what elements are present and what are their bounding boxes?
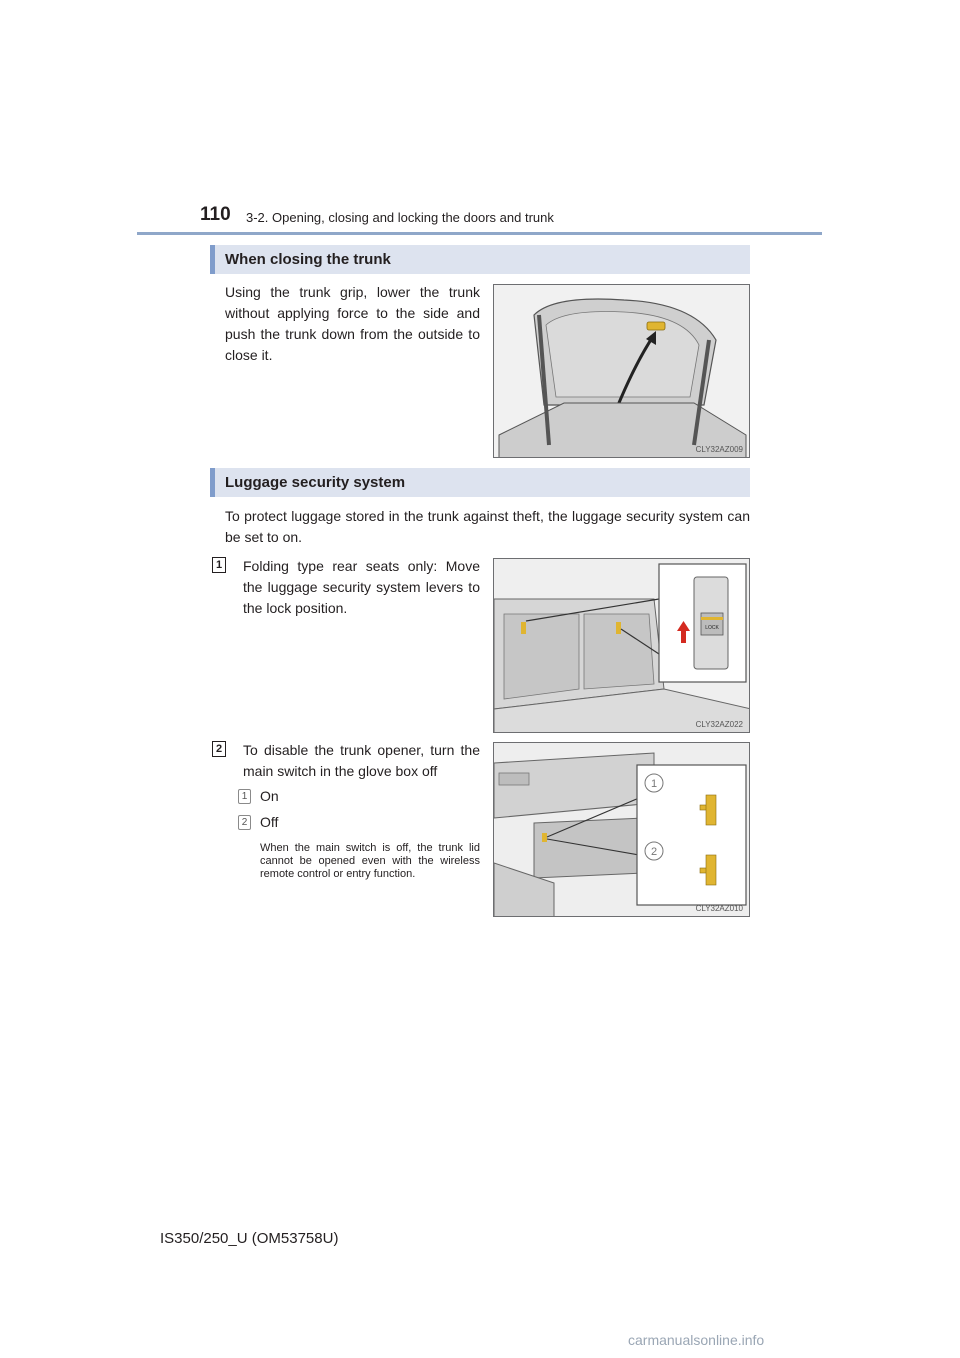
closing-instructions: Using the trunk grip, lower the trunk without applying force to the side and push the trunk down from the outside to close it. bbox=[225, 284, 480, 363]
section-title: 3-2. Opening, closing and locking the doors and trunk bbox=[246, 210, 554, 225]
model-footer: IS350/250_U (OM53758U) bbox=[160, 1230, 339, 1247]
step-1-badge: 1 bbox=[212, 557, 226, 573]
step-2-text: To disable the trunk opener, turn the main switch in the glove box off bbox=[243, 742, 480, 779]
step-1-text: Folding type rear seats only: Move the luggage security system levers to the lock position. bbox=[243, 558, 480, 616]
heading-luggage-label: Luggage security system bbox=[225, 474, 406, 491]
header-rule bbox=[137, 232, 822, 235]
main-switch-note: When the main switch is off, the trunk lid cannot be opened even with the wireless remote control or entry function. bbox=[260, 842, 480, 880]
option-2-marker: 2 bbox=[238, 815, 251, 830]
heading-closing-label: When closing the trunk bbox=[225, 251, 391, 268]
svg-text:2: 2 bbox=[650, 846, 658, 858]
step-2-badge: 2 bbox=[212, 741, 226, 757]
heading-luggage-security bbox=[210, 468, 750, 497]
page-number: 110 bbox=[200, 204, 231, 225]
figure-code: CLY32AZ022 bbox=[695, 720, 743, 729]
option-2-label: Off bbox=[260, 814, 279, 830]
figure-code: CLY32AZ010 bbox=[695, 904, 743, 913]
watermark: carmanualsonline.info bbox=[628, 1332, 765, 1348]
figure-code: CLY32AZ009 bbox=[695, 445, 743, 454]
option-1-marker: 1 bbox=[238, 789, 251, 804]
option-1-label: On bbox=[260, 788, 279, 804]
glove-box-switch-figure bbox=[493, 742, 750, 917]
svg-text:LOCK: LOCK bbox=[705, 625, 719, 631]
luggage-lever-figure bbox=[493, 558, 750, 733]
svg-text:1: 1 bbox=[650, 778, 658, 790]
security-intro: To protect luggage stored in the trunk against theft, the luggage security system can be set to on. bbox=[225, 508, 750, 545]
heading-closing-trunk bbox=[210, 245, 750, 274]
trunk-closing-figure bbox=[493, 284, 750, 458]
